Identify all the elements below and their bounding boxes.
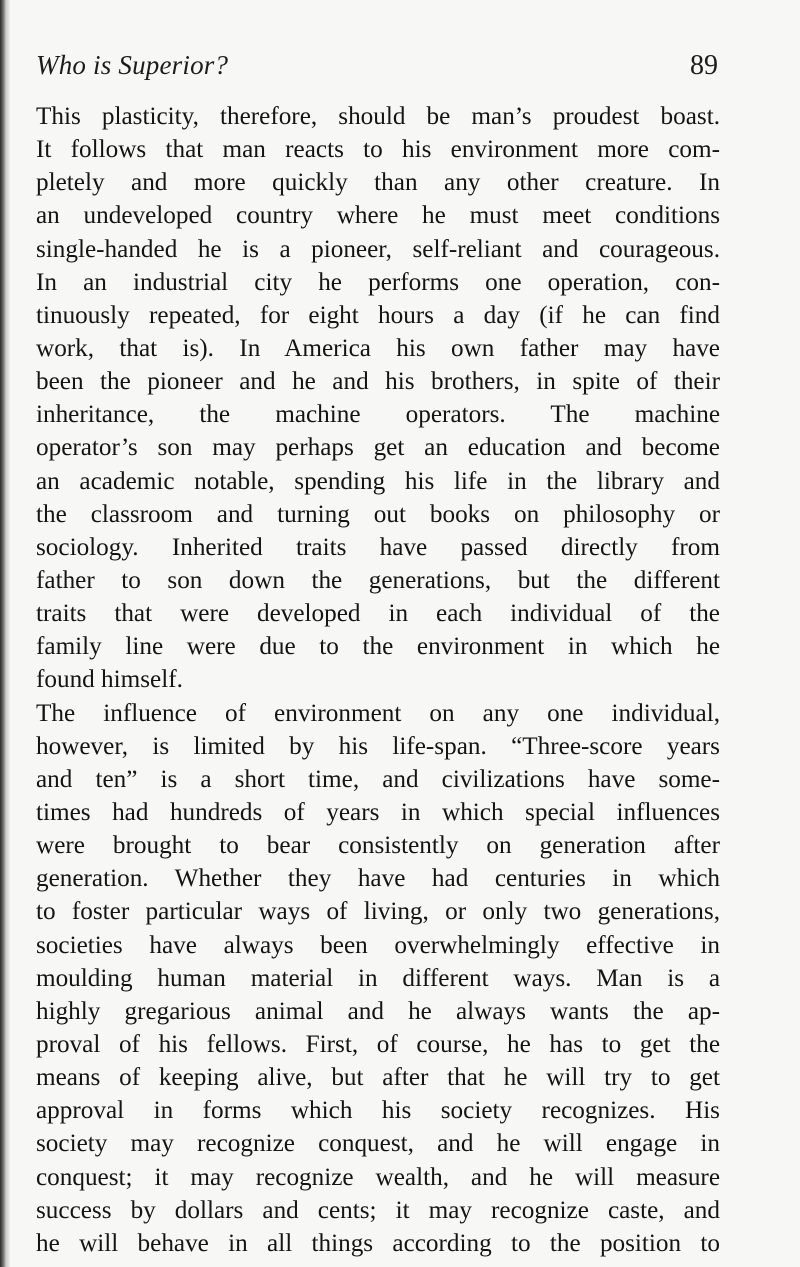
text-line: an academic notable, spending his life in the library and: [36, 467, 720, 495]
text-line: and ten” is a short time, and civilizations have some-: [36, 765, 720, 793]
page-number: 89: [690, 50, 718, 81]
text-line: father to son down the generations, but the different: [36, 566, 720, 594]
running-head: Who is Superior?: [36, 50, 229, 80]
text-line: single-handed he is a pioneer, self-reliant and courageous.: [36, 235, 720, 263]
text-line: This plasticity, therefore, should be man’s proudest boast.: [36, 103, 720, 130]
body-text: [36, 100, 720, 1260]
text-line: The influence of environment on any one individual,: [36, 699, 720, 727]
text-line: family line were due to the environment in which he: [36, 633, 720, 661]
text-line: inheritance, the machine operators. The machine: [36, 401, 720, 429]
text-line: approval in forms which his society recognizes. His: [36, 1097, 720, 1125]
text-line: work, that is). In America his own father may have: [36, 334, 720, 362]
text-line: It follows that man reacts to his environment more com-: [36, 136, 720, 164]
text-line: the classroom and turning out books on philosophy or: [36, 500, 720, 528]
text-line: an undeveloped country where he must meet conditions: [36, 202, 720, 230]
page-binding-edge: [0, 0, 10, 1267]
text-line: success by dollars and cents; it may recognize caste, and: [36, 1196, 720, 1224]
text-line: society may recognize conquest, and he will engage in: [36, 1130, 720, 1158]
text-line: to foster particular ways of living, or only two generations,: [36, 898, 720, 926]
text-line: means of keeping alive, but after that he will try to get: [36, 1064, 720, 1092]
text-line: operator’s son may perhaps get an education and become: [36, 434, 720, 462]
text-line: highly gregarious animal and he always wants the ap-: [36, 997, 720, 1025]
text-line: tinuously repeated, for eight hours a day (if he can find: [36, 301, 720, 329]
text-line: traits that were developed in each individual of the: [36, 600, 720, 628]
text-line: moulding human material in different ways. Man is a: [36, 964, 720, 992]
page-header: [0, 50, 800, 100]
text-line: been the pioneer and he and his brothers, in spite of their: [36, 368, 720, 396]
text-line: societies have always been overwhelmingly effective in: [36, 931, 720, 959]
text-line: pletely and more quickly than any other creature. In: [36, 169, 720, 197]
text-line: however, is limited by his life-span. “Three-score years: [36, 732, 720, 760]
text-line: sociology. Inherited traits have passed directly from: [36, 533, 720, 561]
text-line: In an industrial city he performs one operation, con-: [36, 268, 720, 296]
paragraph-end-line: found himself.: [36, 666, 183, 694]
text-line: conquest; it may recognize wealth, and he will measure: [36, 1163, 720, 1191]
text-line: proval of his fellows. First, of course, he has to get the: [36, 1030, 720, 1058]
text-line: he will behave in all things according to the position to: [36, 1229, 720, 1257]
text-line: were brought to bear consistently on generation after: [36, 832, 720, 860]
text-line: generation. Whether they have had centuries in which: [36, 865, 720, 893]
text-line: times had hundreds of years in which special influences: [36, 798, 720, 826]
